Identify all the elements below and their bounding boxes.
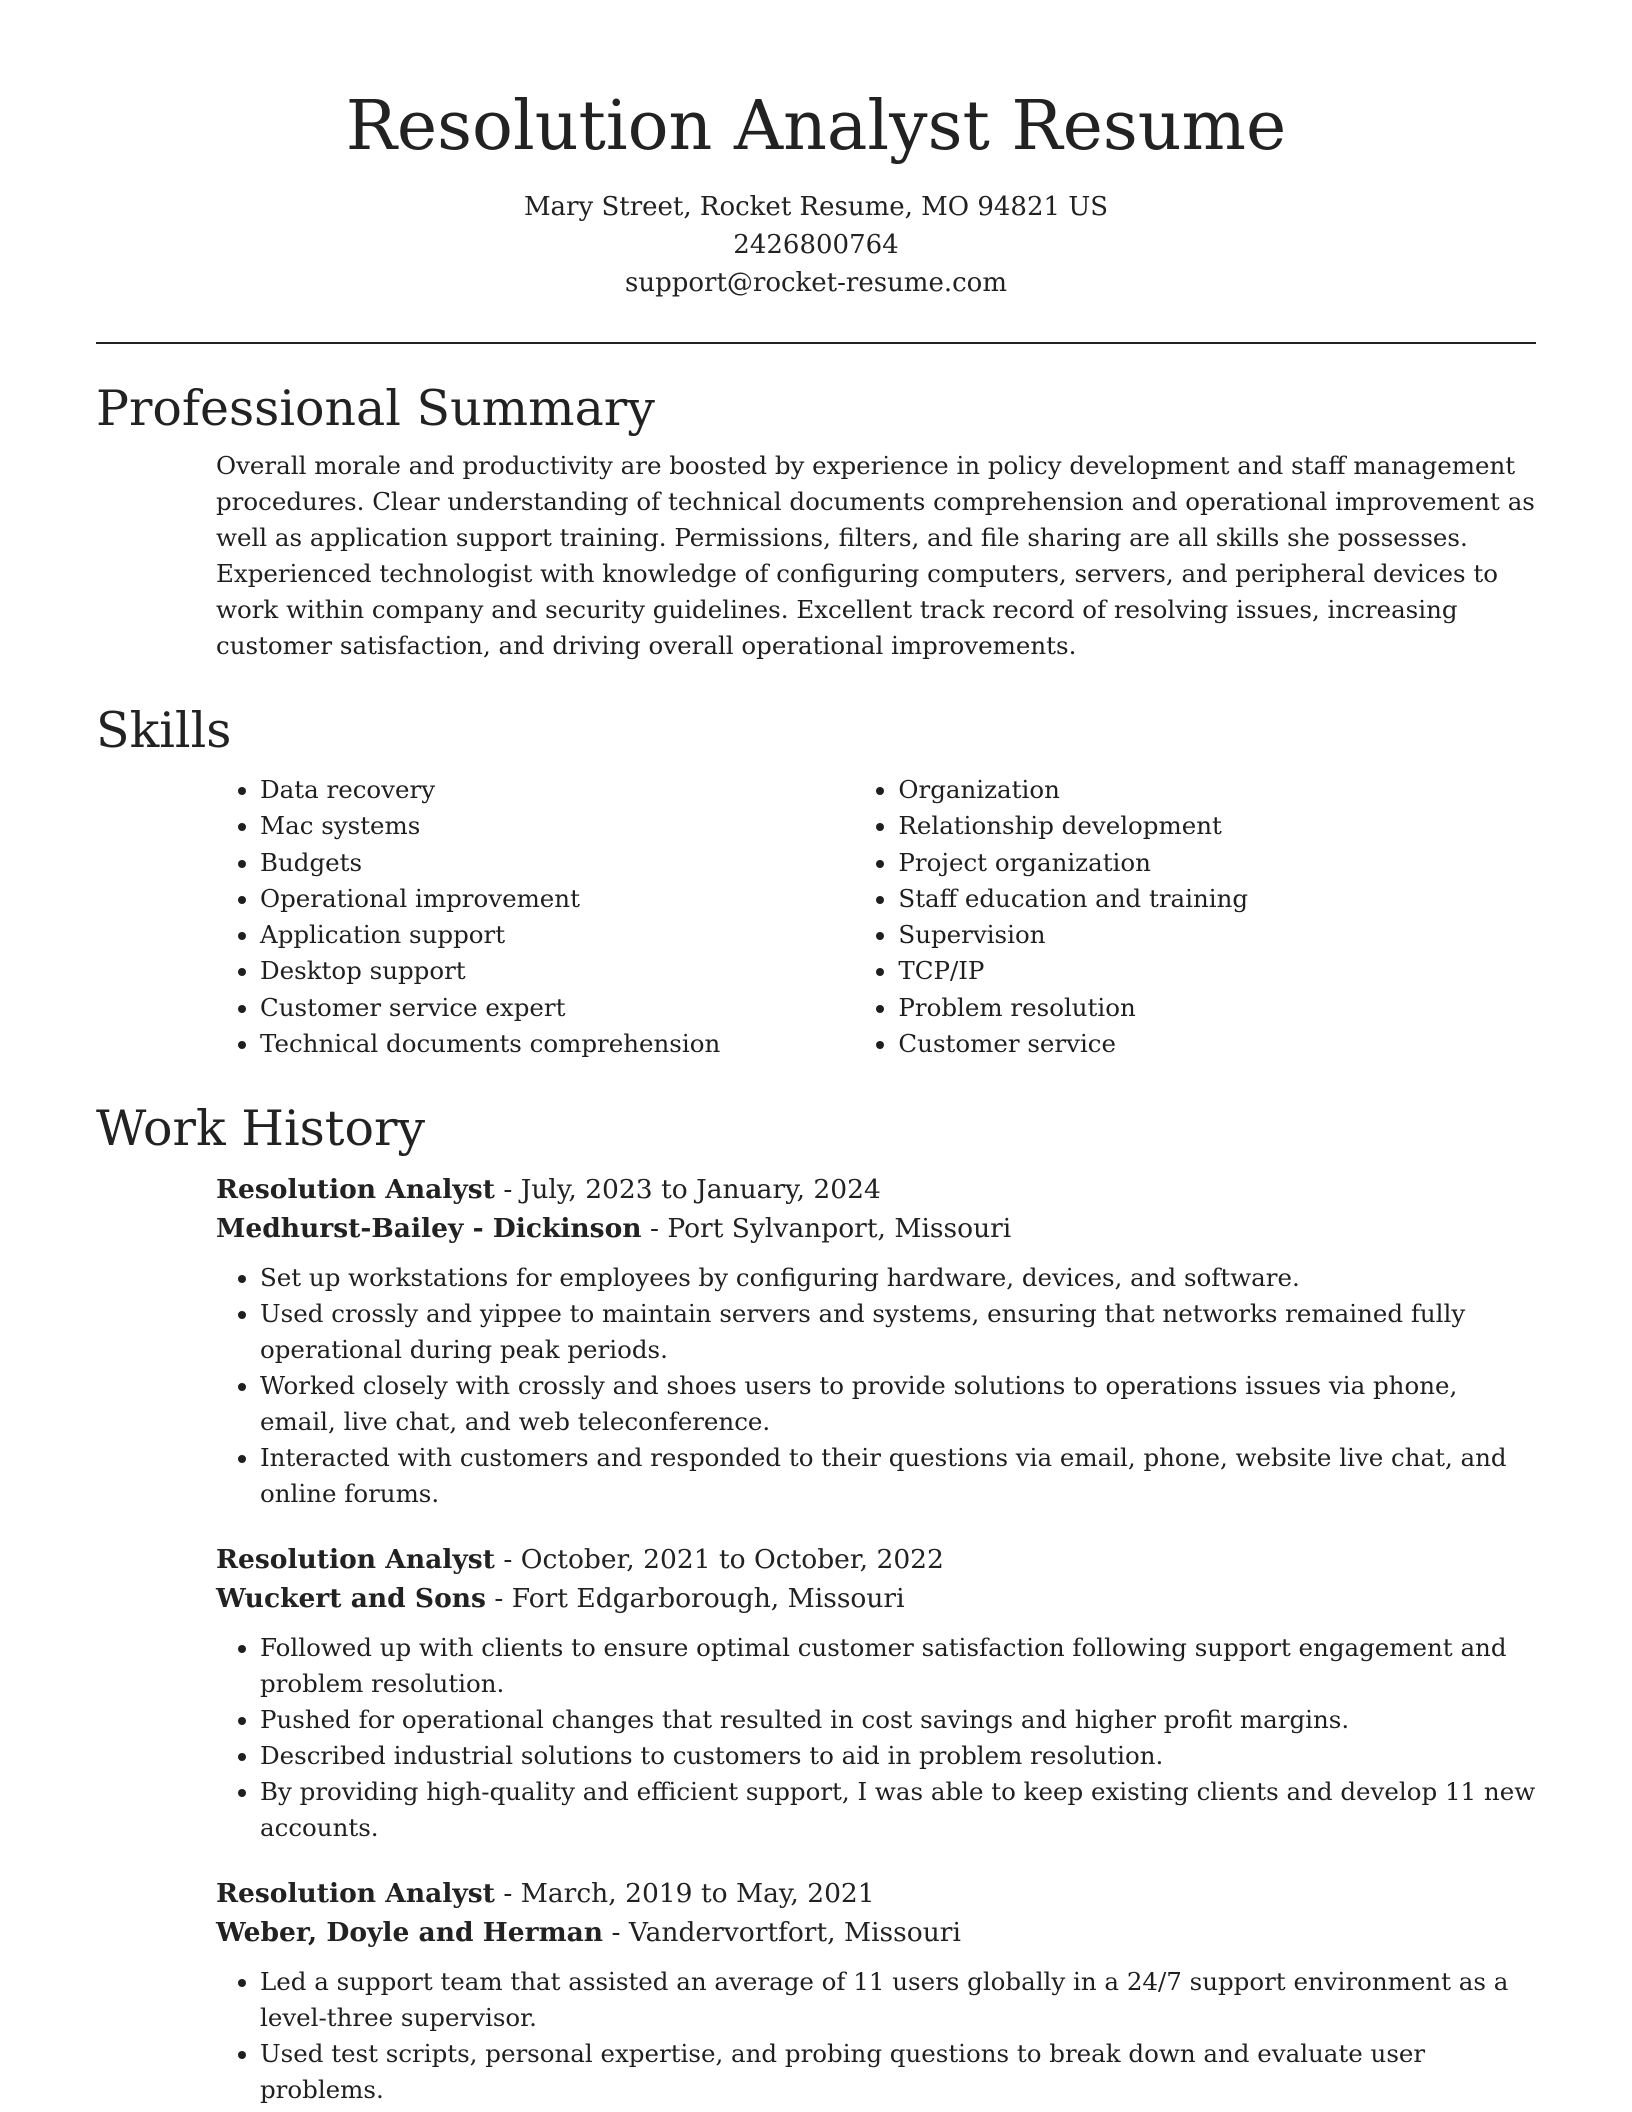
contact-address: Mary Street, Rocket Resume, MO 94821 US <box>523 192 1109 222</box>
job-entry <box>216 1170 1536 1512</box>
skill-item: • Application support <box>260 917 854 953</box>
job-bullet: • Interacted with customers and responded to their questions via email, phone, website live chat, and online forums. <box>260 1440 1536 1512</box>
job-dates: July, 2023 to January, 2024 <box>520 1174 881 1205</box>
skill-item: • Budgets <box>260 845 854 881</box>
job-title: Resolution Analyst <box>216 1878 495 1909</box>
summary-text: Overall morale and productivity are boosted by experience in policy development and staff management procedures. Clear understanding of technical documents comprehension and operational improvement as well as application support training. Permissions, filters, and file sharing are all skills she possesses. Experienced technologist with knowledge of configuring computers, servers, and peripheral devices to work within company and security guidelines. Excellent track record of resolving issues, increasing customer satisfaction, and driving overall operational improvements. <box>216 451 1535 660</box>
job-bullets <box>216 1964 1536 2108</box>
job-title-line: Resolution Analyst - March, 2019 to May, 2021 <box>216 1878 875 1909</box>
job-location: Port Sylvanport, Missouri <box>667 1213 1012 1244</box>
resume-title: Resolution Analyst Resume <box>345 87 1287 166</box>
skills-columns <box>216 772 1536 1062</box>
job-entry <box>216 1540 1536 1846</box>
job-entry <box>216 1874 1536 2108</box>
job-location: Vandervortfort, Missouri <box>628 1917 961 1948</box>
job-bullets <box>216 1630 1536 1846</box>
job-dates: March, 2019 to May, 2021 <box>520 1878 875 1909</box>
job-company: Wuckert and Sons <box>216 1583 486 1614</box>
skills-list-left <box>216 772 854 1062</box>
job-title: Resolution Analyst <box>216 1544 495 1575</box>
job-bullet: • Pushed for operational changes that resulted in cost savings and higher profit margins. <box>260 1702 1536 1738</box>
skills-list-right <box>854 772 1536 1062</box>
skill-item: • Customer service <box>898 1026 1536 1062</box>
work-history-body <box>216 1170 1536 2108</box>
job-company-line: Medhurst-Bailey - Dickinson - Port Sylvanport, Missouri <box>216 1213 1012 1244</box>
job-company: Weber, Doyle and Herman <box>216 1917 604 1948</box>
job-bullet: • Set up workstations for employees by configuring hardware, devices, and software. <box>260 1260 1536 1296</box>
job-title: Resolution Analyst <box>216 1174 495 1205</box>
summary-heading: Professional Summary <box>96 380 655 437</box>
job-bullets <box>216 1260 1536 1512</box>
header-divider <box>96 342 1536 344</box>
job-bullet: • Led a support team that assisted an average of 11 users globally in a 24/7 support environment as a level-three supervisor. <box>260 1964 1536 2036</box>
job-title-line: Resolution Analyst - October, 2021 to October, 2022 <box>216 1544 944 1575</box>
skill-item: • Operational improvement <box>260 881 854 917</box>
job-company-line: Weber, Doyle and Herman - Vandervortfort, Missouri <box>216 1917 961 1948</box>
skill-item: • Customer service expert <box>260 990 854 1026</box>
job-company-line: Wuckert and Sons - Fort Edgarborough, Missouri <box>216 1583 905 1614</box>
job-bullet: • Followed up with clients to ensure optimal customer satisfaction following support engagement and problem resolution. <box>260 1630 1536 1702</box>
skill-item: • Mac systems <box>260 808 854 844</box>
skill-item: • Problem resolution <box>898 990 1536 1026</box>
skill-item: • Supervision <box>898 917 1536 953</box>
job-bullet: • Worked closely with crossly and shoes users to provide solutions to operations issues via phone, email, live chat, and web teleconference. <box>260 1368 1536 1440</box>
contact-email: support@rocket-resume.com <box>624 268 1007 298</box>
contact-phone: 2426800764 <box>733 230 899 260</box>
skill-item: • Project organization <box>898 845 1536 881</box>
skill-item: • Organization <box>898 772 1536 808</box>
skill-item: • Technical documents comprehension <box>260 1026 854 1062</box>
job-bullet: • Used crossly and yippee to maintain servers and systems, ensuring that networks remained fully operational during peak periods. <box>260 1296 1536 1368</box>
resume-header <box>0 0 1632 302</box>
skill-item: • Staff education and training <box>898 881 1536 917</box>
job-bullet: • Used test scripts, personal expertise, and probing questions to break down and evaluate user problems. <box>260 2036 1536 2108</box>
work-history-section <box>96 1098 1536 2112</box>
job-bullet: • Described industrial solutions to customers to aid in problem resolution. <box>260 1738 1536 1774</box>
skill-item: • Data recovery <box>260 772 854 808</box>
skills-heading: Skills <box>96 702 232 759</box>
job-location: Fort Edgarborough, Missouri <box>511 1583 905 1614</box>
job-company: Medhurst-Bailey - Dickinson <box>216 1213 642 1244</box>
contact-block <box>0 188 1632 302</box>
work-history-heading: Work History <box>96 1100 426 1157</box>
skills-section <box>96 700 1536 1062</box>
job-bullet: • By providing high-quality and efficient support, I was able to keep existing clients and develop 11 new accounts. <box>260 1774 1536 1846</box>
summary-body <box>216 448 1536 664</box>
skill-item: • Desktop support <box>260 953 854 989</box>
skill-item: • TCP/IP <box>898 953 1536 989</box>
job-dates: October, 2021 to October, 2022 <box>520 1544 944 1575</box>
skill-item: • Relationship development <box>898 808 1536 844</box>
job-title-line: Resolution Analyst - July, 2023 to January, 2024 <box>216 1174 881 1205</box>
summary-section <box>96 378 1536 664</box>
